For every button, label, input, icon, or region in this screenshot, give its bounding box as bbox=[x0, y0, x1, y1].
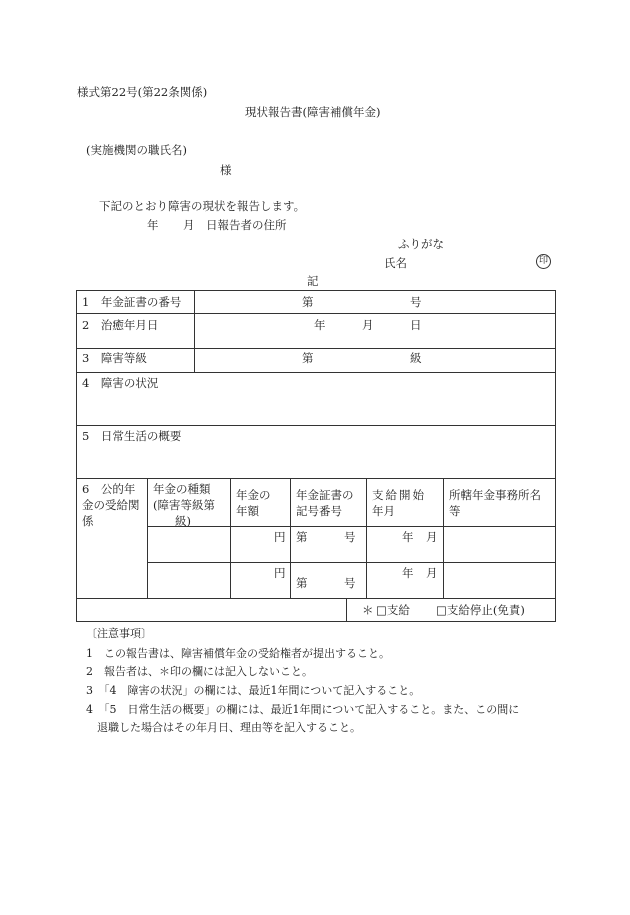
entry1-tsuki: 月 bbox=[426, 530, 438, 544]
entry1-dai: 第 bbox=[296, 530, 308, 544]
addressee-honorific: 様 bbox=[220, 163, 232, 177]
table-rule bbox=[147, 526, 556, 527]
table-rule bbox=[76, 478, 556, 479]
table-rule bbox=[76, 372, 556, 373]
date-day-reporter-label: 日報告者の住所 bbox=[206, 218, 287, 232]
status-stopped-checkbox[interactable]: □支給停止(免責) bbox=[436, 603, 525, 617]
col-cert-header-1: 年金証書の bbox=[296, 488, 354, 502]
table-rule bbox=[76, 598, 556, 599]
seal-mark: 印 bbox=[536, 254, 551, 269]
entry1-go: 号 bbox=[344, 530, 356, 544]
table-col-divider bbox=[147, 478, 148, 598]
note-item: 3 「4 障害の状況」の欄には、最近1年間について記入すること。 bbox=[86, 684, 421, 697]
row6-label-line1: 6 公的年 bbox=[82, 482, 136, 496]
table-col-divider bbox=[230, 478, 231, 598]
status-paid-checkbox[interactable]: □支給 bbox=[376, 603, 410, 617]
row6-label-line3: 係 bbox=[82, 514, 94, 528]
entry2-dai: 第 bbox=[296, 576, 308, 590]
name-label: 氏名 bbox=[384, 256, 407, 270]
notes-heading: 〔注意事項〕 bbox=[86, 627, 152, 640]
col-office-header-1: 所轄年金事務所名 bbox=[449, 488, 541, 502]
note-item-continuation: 退職した場合はその年月日、理由等を記入すること。 bbox=[97, 721, 361, 734]
entry1-nen: 年 bbox=[402, 530, 414, 544]
document-title: 現状報告書(障害補償年金) bbox=[245, 105, 381, 119]
table-border-bottom bbox=[76, 621, 556, 622]
table-border-right bbox=[555, 290, 556, 622]
table-rule bbox=[76, 348, 556, 349]
row1-dai: 第 bbox=[302, 295, 314, 309]
status-mark: ＊ bbox=[362, 603, 374, 617]
table-col-divider bbox=[194, 290, 195, 373]
row4-label: 4 障害の状況 bbox=[82, 376, 159, 390]
col-start-header-2: 年月 bbox=[372, 504, 395, 518]
addressee-org-label: (実施機関の職氏名) bbox=[86, 143, 187, 157]
table-rule bbox=[147, 562, 556, 563]
col-type-header-3: 級) bbox=[175, 514, 191, 528]
row3-kyu: 級 bbox=[410, 351, 422, 365]
row2-year: 年 bbox=[314, 318, 326, 332]
row2-label: 2 治癒年月日 bbox=[82, 318, 159, 332]
col-amount-header-2: 年額 bbox=[236, 504, 259, 518]
ki-heading: 記 bbox=[307, 274, 319, 288]
table-col-divider bbox=[443, 478, 444, 598]
row1-label: 1 年金証書の番号 bbox=[82, 295, 182, 309]
entry1-yen: 円 bbox=[274, 530, 286, 544]
entry2-yen: 円 bbox=[274, 566, 286, 580]
col-type-header-2: (障害等級第 bbox=[153, 498, 215, 512]
table-col-divider bbox=[366, 478, 367, 598]
note-item: 2 報告者は、＊印の欄には記入しないこと。 bbox=[86, 665, 313, 678]
table-rule bbox=[76, 313, 556, 314]
entry2-tsuki: 月 bbox=[426, 566, 438, 580]
row5-label: 5 日常生活の概要 bbox=[82, 429, 182, 443]
form-number: 様式第22号(第22条関係) bbox=[77, 85, 208, 99]
col-cert-header-2: 記号番号 bbox=[296, 504, 342, 518]
col-office-header-2: 等 bbox=[449, 504, 461, 518]
col-amount-header-1: 年金の bbox=[236, 488, 271, 502]
furigana-label: ふりがな bbox=[398, 237, 444, 251]
table-col-divider bbox=[346, 598, 347, 621]
intro-statement: 下記のとおり障害の現状を報告します。 bbox=[99, 199, 306, 213]
entry2-go: 号 bbox=[344, 576, 356, 590]
table-border-top bbox=[76, 290, 556, 291]
row3-label: 3 障害等級 bbox=[82, 351, 147, 365]
row2-month: 月 bbox=[362, 318, 374, 332]
col-start-header-1: 支給開始 bbox=[372, 488, 426, 502]
table-col-divider bbox=[290, 478, 291, 598]
row1-go: 号 bbox=[410, 295, 422, 309]
date-year-label: 年 bbox=[147, 218, 159, 232]
row2-day: 日 bbox=[410, 318, 422, 332]
table-border-left bbox=[76, 290, 77, 622]
row3-dai: 第 bbox=[302, 351, 314, 365]
entry2-nen: 年 bbox=[402, 566, 414, 580]
table-rule bbox=[76, 425, 556, 426]
date-month-label: 月 bbox=[183, 218, 195, 232]
col-type-header-1: 年金の種類 bbox=[153, 482, 211, 496]
note-item: 4 「5 日常生活の概要」の欄には、最近1年間について記入すること。また、この間に bbox=[86, 703, 520, 716]
note-item: 1 この報告書は、障害補償年金の受給権者が提出すること。 bbox=[86, 647, 390, 660]
row6-label-line2: 金の受給関 bbox=[82, 498, 140, 512]
